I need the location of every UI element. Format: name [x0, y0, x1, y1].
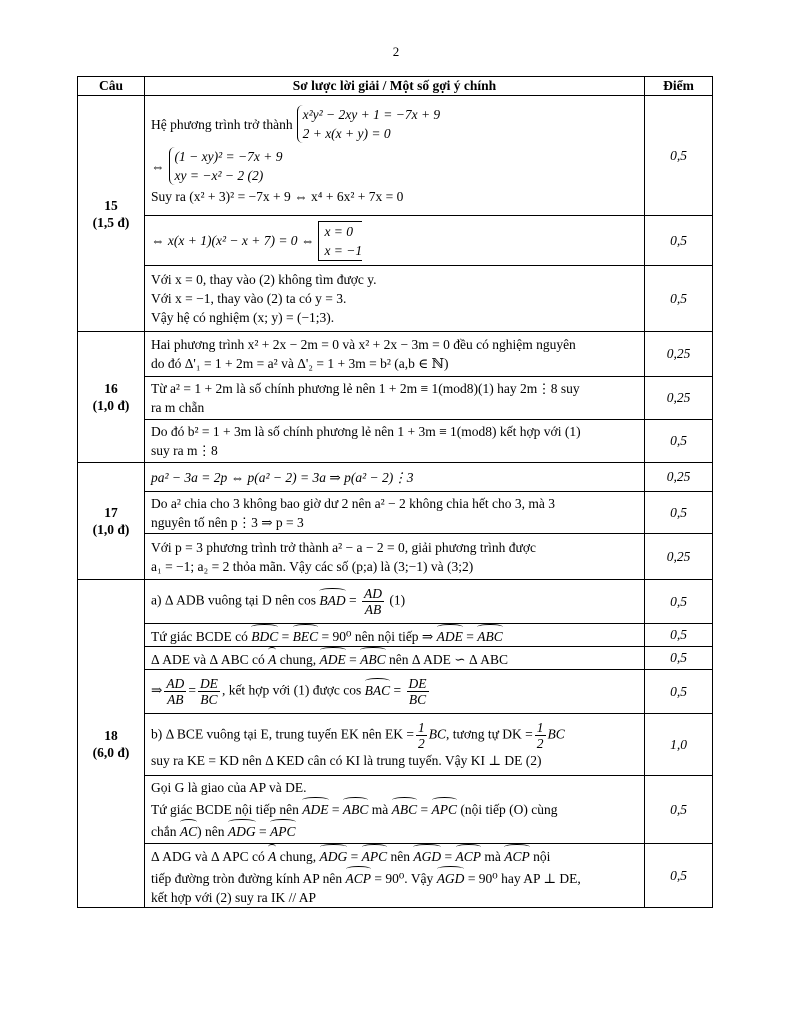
table-header: [78, 77, 713, 96]
q17-score-2: 0,5: [645, 492, 713, 534]
q18-score-4: 0,5: [645, 670, 713, 714]
q18-score-3: 0,5: [645, 647, 713, 670]
q16-label: 16 (1,0 đ): [78, 332, 145, 463]
q15-label: 15 (1,5 đ): [78, 96, 145, 332]
q18-score-1: 0,5: [645, 580, 713, 624]
q18-label: 18 (6,0 đ): [78, 580, 145, 908]
q16-solution-1: Hai phương trình x² + 2x − 2m = 0 và x² + 2x − 3m = 0 đều có nghiệm nguyên do đó Δ'₁ = 1 + 2m = a² và Δ'₂ = 1 + 3m = b² (a,b ∈ ℕ): [145, 332, 645, 377]
q18-solution-3: Δ ADE và Δ ABC có A chung, ADE = ABC nên Δ ADE ∽ Δ ABC: [145, 647, 645, 670]
q18-row-1: [78, 580, 713, 624]
q17-row-3: [78, 534, 713, 580]
q18-solution-2: Tứ giác BCDE có BDC = BEC = 90⁰ nên nội tiếp ⇒ ADE = ABC: [145, 624, 645, 647]
q15-row-2: [78, 216, 713, 266]
q16-row-1: [78, 332, 713, 377]
fraction: $\frac{AD}{AB}$: [364, 586, 383, 617]
q17-row-2: [78, 492, 713, 534]
q16-solution-3: Do đó b² = 1 + 3m là số chính phương lẻ nên 1 + 3m ≡ 1(mod8) kết hợp với (1) suy ra m⋮8: [145, 420, 645, 463]
q17-solution-3: Với p = 3 phương trình trở thành a² − a − 2 = 0, giải phương trình được a₁ = −1; a₂ = 2 thỏa mãn. Vậy các số (p;a) là (3;−1) và (3;2): [145, 534, 645, 580]
q18-row-6: [78, 776, 713, 844]
q17-score-1: 0,25: [645, 463, 713, 492]
q15-solution-2: ⇔ x(x + 1)(x² − x + 7) = 0 ⇔ x = 0 x = −1: [145, 216, 645, 266]
q16-solution-2: Từ a² = 1 + 2m là số chính phương lẻ nên 1 + 2m ≡ 1(mod8)(1) hay 2m⋮8 suy ra m chẵn: [145, 377, 645, 420]
q18-solution-4: ⇒ $\frac{AD}{AB}$ = $\frac{DE}{BC}$ , kết hợp với (1) được cos BAC = $\frac{DE}{BC}$: [145, 670, 645, 714]
fraction: $\frac{1}{2}$: [418, 719, 425, 751]
q18-score-2: 0,5: [645, 624, 713, 647]
q17-solution-2: Do a² chia cho 3 không bao giờ dư 2 nên a² − 2 không chia hết cho 3, mà 3 nguyên tố nên p⋮3 ⇒ p = 3: [145, 492, 645, 534]
q15-score-3: 0,5: [645, 266, 713, 332]
q17-score-3: 0,25: [645, 534, 713, 580]
q18-score-6: 0,5: [645, 776, 713, 844]
q15-row-3: [78, 266, 713, 332]
q18-row-3: [78, 647, 713, 670]
q17-solution-1: pa² − 3a = 2p ⇔ p(a² − 2) = 3a ⇒ p(a² − 2)⋮3: [145, 463, 645, 492]
fraction: $\frac{1}{2}$: [536, 719, 544, 751]
page-number: 2: [392, 44, 400, 59]
q15-solution-3: Với x = 0, thay vào (2) không tìm được y. Với x = −1, thay vào (2) ta có y = 3. Vậy hệ có nghiệm (x; y) = (−1;3).: [145, 266, 645, 332]
q17-label: 17 (1,0 đ): [78, 463, 145, 580]
fraction: $\frac{DE}{BC}$: [199, 676, 218, 707]
header-question: Câu: [78, 77, 145, 96]
q18-row-7: [78, 844, 713, 908]
q15-score-1: 0,5: [645, 96, 713, 216]
q16-row-3: [78, 420, 713, 463]
q18-row-2: [78, 624, 713, 647]
q16-score-2: 0,25: [645, 377, 713, 420]
fraction: $\frac{AD}{AB}$: [166, 676, 185, 707]
header-score: Điểm: [645, 77, 713, 96]
q18-solution-7: Δ ADG và Δ APC có A chung, ADG = APC nên AGD = ACP mà ACP nội tiếp đường tròn đường kính AP nên ACP = 90⁰. Vậy AGD = 90⁰ hay AP ⊥ DE, kết hợp với (2) suy ra IK // AP: [145, 844, 645, 908]
q17-row-1: [78, 463, 713, 492]
fraction: $\frac{DE}{BC}$: [408, 676, 427, 707]
q18-solution-5: b) Δ BCE vuông tại E, trung tuyến EK nên EK = $\frac{1}{2}$ BC, tương tự DK = $\frac{1}{2}$ BC suy ra KE = KD nên Δ KED cân có KI là trung tuyến. Vậy KI ⊥ DE (2): [145, 714, 645, 776]
q18-row-4: [78, 670, 713, 714]
q18-solution-6: Gọi G là giao của AP và DE. Tứ giác BCDE nội tiếp nên ADE = ABC mà ABC = APC (nội tiếp (O) cùng chắn AC) nên ADG = APC: [145, 776, 645, 844]
q18-score-5: 1,0: [645, 714, 713, 776]
q18-score-7: 0,5: [645, 844, 713, 908]
q16-row-2: [78, 377, 713, 420]
q15-score-2: 0,5: [645, 216, 713, 266]
q16-score-3: 0,5: [645, 420, 713, 463]
solution-table: [77, 76, 713, 908]
q15-row-1: [78, 96, 713, 216]
q18-solution-1: a) Δ ADB vuông tại D nên cos BAD = $\frac{AD}{AB}$ (1): [145, 580, 645, 624]
header-solution: Sơ lược lời giải / Một số gợi ý chính: [145, 77, 645, 96]
q16-score-1: 0,25: [645, 332, 713, 377]
q18-row-5: [78, 714, 713, 776]
q15-solution-1: Hệ phương trình trở thành x²y² − 2xy + 1 = −7x + 9 2 + x(x + y) = 0 ⇔ (1 − xy)² = −7x + 9 xy = −x² − 2 (2) Suy ra (x² + 3)² = −7x + 9 ⇔ x⁴ + 6x² + 7x = 0: [145, 96, 645, 216]
